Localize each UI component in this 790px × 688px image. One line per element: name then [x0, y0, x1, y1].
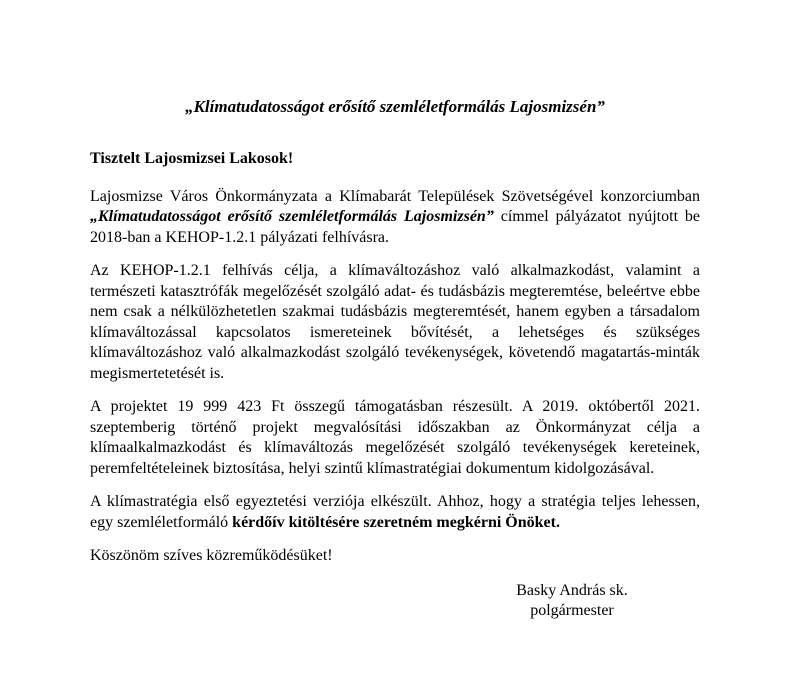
paragraph-project-intro	[90, 187, 700, 249]
signature-block	[472, 581, 672, 622]
paragraph-questionnaire-request	[90, 492, 700, 533]
text-run-normal: Lajosmizse Város Önkormányzata a Klímabarát Települések Szövetségével konzorciumban	[90, 187, 700, 205]
document-title: „Klímatudatosságot erősítő szemléletformálás Lajosmizsén”	[185, 97, 605, 116]
closing-line: Köszönöm szíves közreműködésüket!	[90, 547, 333, 564]
text-run-bold-italic: „Klímatudatosságot erősítő szemléletformálás Lajosmizsén”	[90, 208, 494, 225]
paragraph-kehop-goal	[90, 261, 700, 384]
signatory-role: polgármester	[530, 602, 614, 619]
text-run-normal: címmel pályázatot nyújtott be 2018-ban a KEHOP-1.2.1 pályázati felhívásra.	[90, 208, 701, 246]
greeting-line: Tisztelt Lajosmizsei Lakosok!	[90, 150, 294, 167]
text-run-normal: A projektet 19 999 423 Ft összegű támogatásban részesült. A 2019. októbertől 2021. szeptemberig történő projekt megvalósítási időszakban az Önkormányzat célja a klímaalkalmazkodást és klímaváltozás megelőzését szolgáló tevékenységek kereteinek, peremfeltételeinek biztosítása, helyi szintű klímastratégiai dokumentum kidolgozásával.	[90, 398, 700, 477]
text-run-normal: A klímastratégia első egyeztetési verziója elkészült. Ahhoz, hogy a stratégia teljes lehessen, egy szemléletformáló	[90, 493, 700, 531]
text-run-bold: kérdőív kitöltésére szeretném megkérni Önöket.	[232, 513, 560, 531]
paragraph-funding-timeline	[90, 397, 700, 479]
signatory-name: Basky András sk.	[516, 581, 628, 599]
text-run-normal: Az KEHOP-1.2.1 felhívás célja, a klímaváltozáshoz való alkalmazkodást, valamint a természeti katasztrófák megelőzését szolgáló adat- és tudásbázis megteremtése, beleértve ebbe nem csak a nélkülözhetetlen szakmai tudásbázis megteremtését, hanem egyben a társadalom klímaváltozással kapcsolatos ismereteinek bővítését, a lehetséges és szükséges klímaváltozáshoz való alkalmazkodást szolgáló tevékenységek, követendő magatartás-minták megismertetetését is.	[90, 262, 700, 382]
